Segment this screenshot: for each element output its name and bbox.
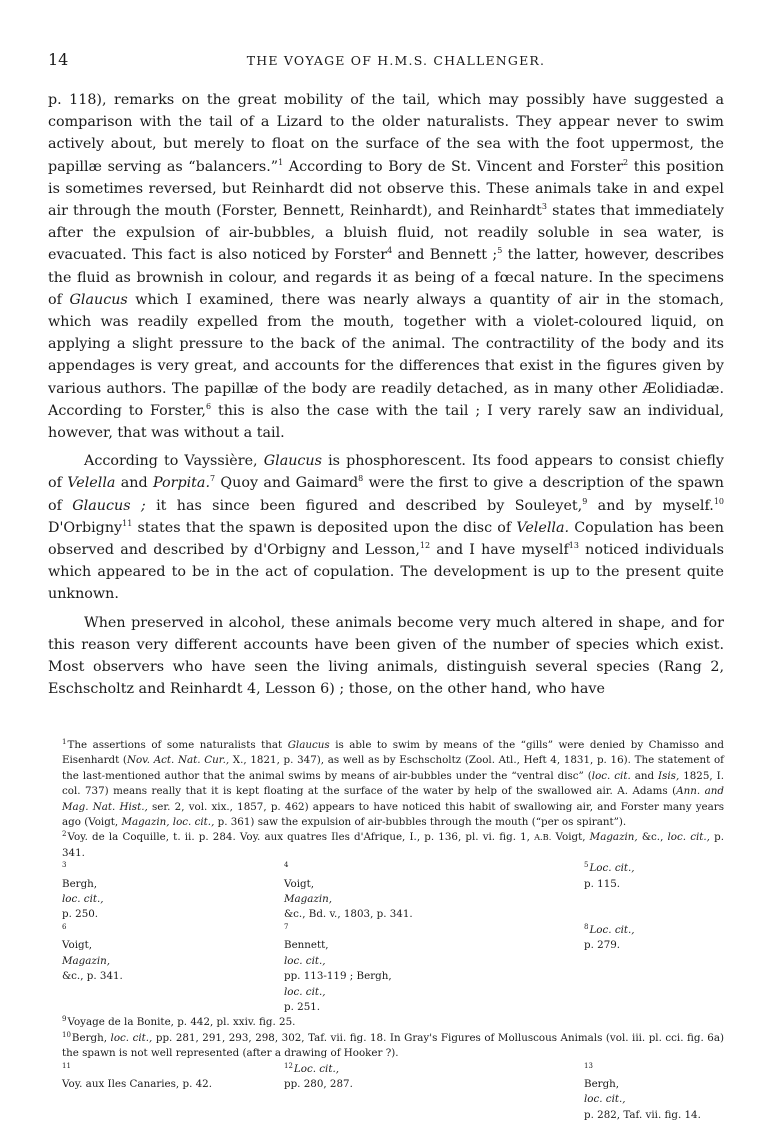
paragraph-alcohol-species: [48, 612, 724, 701]
footnote-reference: 12: [419, 541, 431, 551]
text-run: noticed individuals which appeared to be in the act of copulation. The development is up to the present quite unknown.: [48, 542, 724, 603]
footnote-4: [284, 861, 584, 923]
text-run: Copulation has been observed and described by d'Orbigny and Lesson,: [48, 519, 725, 559]
italic-text: Nov. Act. Nat. Cur.,: [126, 754, 230, 767]
text-run: p. 361) saw the expulsion of air-bubbles through the mouth (“per os spirant”).: [214, 816, 627, 829]
footnote-13: [584, 1062, 724, 1123]
text-run: and: [630, 769, 659, 782]
text-run: p. 341.: [62, 831, 724, 859]
text-run: X., 1821, p. 347), as well as by Eschscholtz (Zool. Atl., Heft 4, 1831, p. 16). The statement of the last-mentioned author that the animal swims by means of air-bubbles under the “ventral disc” (: [62, 754, 724, 782]
text-run: Voy. de la Coquille, t. ii. p. 284. Voy. aux quatres Iles d'Afrique, I., p. 136, pl. vi. fig. 1,: [67, 831, 535, 844]
footnote-11: [62, 1062, 284, 1123]
text-run: p. 279.: [584, 939, 621, 952]
text-run: this is also the case with the tail ; I very rarely saw an individual, however, that was without a tail.: [48, 402, 724, 442]
footnote-9: [48, 1015, 724, 1030]
italic-text: Velella.: [516, 519, 570, 536]
italic-text: loc. cit.,: [110, 1031, 153, 1044]
text-run: 1825, I. col. 737) means really that it is kept floating at the surface of the water by help of the swallowed air. A. Adams (: [62, 769, 724, 798]
footnote-marker: 13: [584, 1061, 593, 1070]
text-run: D'Orbigny: [48, 519, 123, 536]
text-run: According to Vayssière,: [84, 453, 264, 470]
italic-text: Glaucus: [287, 739, 330, 751]
italic-text: Loc. cit.,: [589, 862, 635, 875]
footnote-6: [62, 923, 284, 1015]
footnote-marker: 7: [284, 922, 289, 931]
text-run: p. 251.: [284, 1000, 321, 1013]
text-run: p. 250.: [62, 908, 99, 921]
italic-text: Glaucus: [263, 453, 322, 470]
page-header: [48, 50, 724, 74]
text-run: Voigt,: [284, 877, 314, 890]
text-run: When preserved in alcohol, these animals become very much altered in shape, and for this reason very different accounts have been given of the number of species which exist. Most observers who have seen the living animals, distinguish several species (Rang 2, Eschscholtz and Reinhardt 4, Lesson 6) ; those, on the other hand, who have: [48, 614, 724, 698]
footnote-reference: 11: [122, 518, 133, 528]
footnote-reference: 13: [568, 541, 579, 551]
text-run: and Bennett ;: [392, 247, 498, 264]
text-run: Voigt,: [62, 939, 92, 952]
text-run: ser. 2, vol. xix., 1857, p. 462) appears to have noticed this habit of swallowing air, and Forster many years ago (Voigt,: [62, 800, 724, 829]
footnote-reference: 7: [210, 474, 216, 484]
italic-text: Loc. cit.,: [589, 923, 635, 936]
text-run: this position is sometimes reversed, but Reinhardt did not observe this. These animals take in and expel air through the mouth (Forster, Bennett, Reinhardt), and Reinhardt: [48, 158, 724, 220]
footnotes: [48, 738, 724, 1123]
text-run: &c., Bd. v., 1803, p. 341.: [284, 908, 413, 921]
italic-text: Magazin,: [62, 954, 111, 967]
footnote-reference: 10: [713, 496, 725, 506]
footnote-5: [584, 861, 724, 923]
footnote-reference: 2: [623, 157, 629, 167]
footnote-reference: 8: [358, 474, 364, 484]
footnote-marker: 6: [62, 922, 67, 931]
footnote-7: [284, 923, 584, 1015]
paragraph-continued: [48, 89, 724, 444]
text-run: states that immediately after the expulsion of air-bubbles, a bluish fluid, not readily soluble in sea water, is evacuated. This fact is also noticed by Forster: [48, 203, 724, 264]
footnote-3: [62, 861, 284, 923]
italic-text: Magazin, loc. cit.,: [121, 816, 215, 829]
italic-text: loc. cit.,: [667, 831, 710, 844]
text-run: it has since been figured and described by Souleyet,: [145, 497, 583, 514]
small-caps-text: A.B.: [534, 832, 552, 843]
footnote-marker: 3: [62, 861, 67, 870]
text-run: and: [115, 475, 153, 492]
italic-text: Magazin,: [589, 831, 638, 844]
footnote-reference: 5: [497, 246, 503, 256]
text-run: is phosphorescent. Its food appears to consist chiefly of: [48, 453, 724, 492]
text-run: and I have myself: [430, 542, 569, 559]
footnote-12: [284, 1062, 584, 1123]
paragraph-glaucus-food-spawn: [48, 450, 724, 605]
text-run: pp. 281, 291, 293, 298, 302, Taf. vii. fig. 18. In Gray's Figures of Molluscous Animals (vol. iii. pl. cci. fig. 6a) the spawn is not well represented (after a drawing of Hooker ?).: [62, 1031, 724, 1060]
italic-text: Magazin,: [284, 893, 333, 906]
text-run: Voy. aux Iles Canaries, p. 42.: [62, 1077, 212, 1090]
text-run: Bergh,: [584, 1077, 620, 1090]
footnote-marker: 10: [62, 1030, 71, 1039]
text-run: the latter, however, describes the fluid as brownish in colour, and regards it as being of a fœcal nature. In the specimens of: [48, 247, 725, 308]
footnote-marker: 8: [584, 922, 589, 931]
footnote-marker: 2: [62, 830, 67, 839]
footnote-row-11-13: [48, 1062, 724, 1123]
text-run: Quoy and Gaimard: [215, 475, 359, 492]
text-run: The assertions of some naturalists that: [67, 739, 288, 751]
page-number: 14: [48, 50, 69, 69]
footnote-row-3-5: [48, 861, 724, 923]
italic-text: loc. cit.: [591, 769, 631, 782]
italic-text: Isis,: [658, 769, 680, 782]
italic-text: loc. cit.,: [584, 1093, 626, 1106]
italic-text: Porpita.: [152, 475, 210, 492]
italic-text: Loc. cit.,: [293, 1062, 340, 1075]
running-head: THE VOYAGE OF H.M.S. CHALLENGER.: [246, 53, 546, 68]
text-run: Voigt,: [551, 831, 590, 844]
italic-text: loc. cit.,: [284, 954, 326, 967]
text-run: which I examined, there was nearly always a quantity of air in the stomach, which was readily expelled from the mouth, together with a violet-coloured liquid, on applying a slight pressure to the back of the animal. The contractility of the body and its appendages is very great, and accounts for the differences that exist in the figures given by various authors. The papillæ of the body are readily detached, as in many other Æolidiadæ. According to Forster,: [48, 291, 725, 419]
text-run: p. 118), remarks on the great mobility of the tail, which may possibly have suggested a comparison with the tail of a Lizard to the older naturalists. They appear never to swim actively about, but merely to float on the surface of the sea with the foot uppermost, the papillæ serving as “balancers.”: [48, 92, 724, 175]
footnote-2: [48, 830, 724, 861]
footnote-1: [48, 738, 724, 830]
text-run: Bennett,: [284, 939, 329, 952]
text-run: p. 115.: [584, 877, 621, 890]
text-run: pp. 113-119 ; Bergh,: [284, 970, 392, 983]
body-text: [48, 89, 724, 700]
footnote-row-6-8: [48, 923, 724, 1015]
footnote-marker: 4: [284, 861, 289, 870]
footnote-reference: 1: [278, 157, 284, 167]
footnote-10: [48, 1031, 724, 1062]
footnote-marker: 11: [62, 1061, 71, 1070]
italic-text: Velella: [67, 475, 116, 492]
text-run: According to Bory de St. Vincent and Forster: [283, 158, 624, 175]
footnote-reference: 6: [205, 401, 212, 411]
text-run: &c., p. 341.: [62, 970, 123, 983]
footnote-reference: 4: [387, 246, 393, 256]
italic-text: Glaucus: [69, 291, 128, 308]
footnote-marker: 12: [284, 1061, 293, 1070]
footnote-marker: 9: [62, 1015, 67, 1024]
text-run: were the first to give a description of the spawn of: [48, 475, 724, 514]
italic-text: Ann. and Mag. Nat. Hist.,: [62, 785, 724, 813]
text-run: is able to swim by means of the “gills” were denied by Chamisso and Eisenhardt (: [62, 739, 724, 767]
text-run: Bergh,: [62, 877, 98, 890]
text-run: &c.,: [637, 831, 668, 844]
italic-text: loc. cit.,: [284, 985, 326, 998]
text-run: and by myself.: [587, 497, 714, 514]
text-run: Bergh,: [71, 1031, 111, 1044]
italic-text: Glaucus ;: [72, 497, 146, 514]
text-run: pp. 280, 287.: [284, 1077, 353, 1090]
text-run: Voyage de la Bonite, p. 442, pl. xxiv. fig. 25.: [67, 1016, 296, 1029]
text-run: p. 282, Taf. vii. fig. 14.: [584, 1108, 701, 1121]
footnote-8: [584, 923, 724, 1015]
footnote-marker: 5: [584, 861, 589, 870]
footnote-reference: 3: [541, 202, 548, 212]
footnote-reference: 9: [582, 496, 588, 506]
text-run: states that the spawn is deposited upon the disc of: [132, 519, 517, 536]
italic-text: loc. cit.,: [62, 893, 104, 906]
footnote-marker: 1: [62, 738, 67, 746]
